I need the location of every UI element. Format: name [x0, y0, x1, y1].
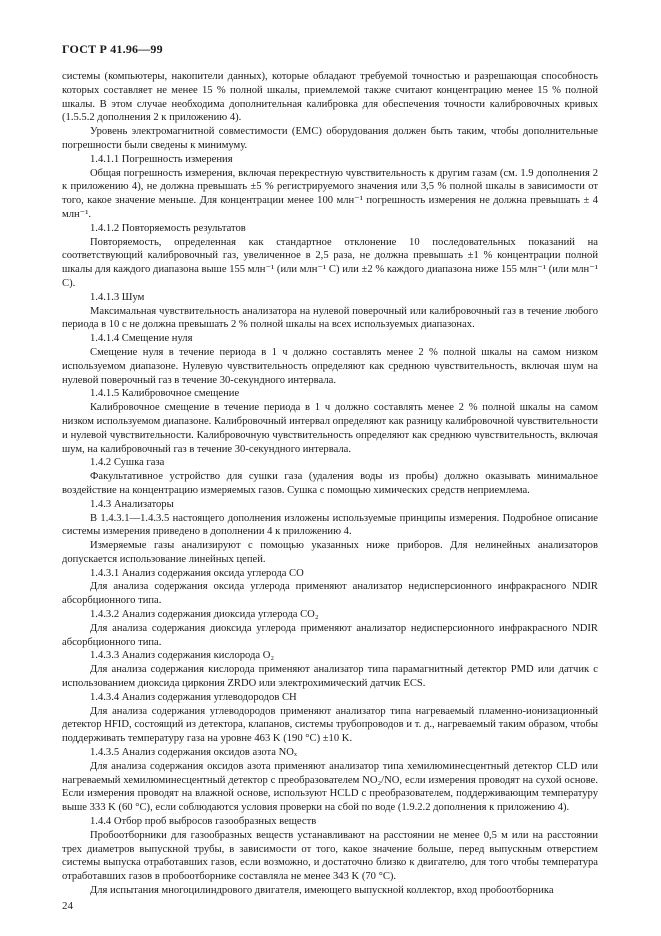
paragraph: Для анализа содержания кислорода применяют анализатор типа парамагнитный детектор PMD или датчик с использованием диоксида циркония ZRDO или электрохимический датчик ECS. [62, 664, 598, 690]
paragraph: Для анализа содержания углеводородов применяют анализатор типа нагреваемый пламенно-ионизационный детектор HFID, состоящий из детектора, клапанов, системы трубопроводов и т. д., нагреваемый таким образом, чтобы поддерживать температуру газа на уровне 463 K (190 °C) ±10 K. [62, 705, 598, 745]
paragraph: Общая погрешность измерения, включая перекрестную чувствительность к другим газам (см. 1.9 дополнения 2 к приложению 4), не должна превышать ±5 % регистрируемого значения или 3,5 % полной шкалы в зависимости от того, какое значение меньше. Для концентрации менее 100 млн⁻¹ погрешность измерения не должна превышать ± 4 млн⁻¹. [62, 167, 598, 220]
paragraph: Для анализа содержания оксида углерода применяют анализатор недисперсионного инфракрасного NDIR абсорбционного типа. [62, 581, 598, 607]
section-heading: 1.4.1.1 Погрешность измерения [90, 153, 233, 165]
section-heading: 1.4.3.2 Анализ содержания диоксида углерода CO₂ [90, 609, 319, 621]
section-heading: 1.4.3.1 Анализ содержания оксида углерода CO [90, 567, 304, 579]
paragraph: Смещение нуля в течение периода в 1 ч должно составлять менее 2 % полной шкалы на самом низком используемом диапазоне. Нулевую чувствительность определяют как среднюю чувствительность, включая шум на нулевой поверочный газ в течение 30-секундного интервала. [62, 346, 598, 386]
paragraph: Для анализа содержания оксидов азота применяют анализатор типа хемилюминесцентный детектор CLD или нагреваемый хемилюминесцентный детектор с преобразователем NO₂/NO, если измерения проводят на сухой основе. Если измерения проводят на влажной основе, используют HCLD с преобразователем, поддерживающим температуру выше 333 K (60 °C), если соблюдаются условия проверки на сбой по воде (1.9.2.2 дополнения к приложению 4). [62, 760, 598, 814]
section-heading: 1.4.1.4 Смещение нуля [90, 333, 193, 345]
paragraph: Факультативное устройство для сушки газа (удаления воды из пробы) должно оказывать минимальное воздействие на концентрацию измеряемых газов. Сушка с помощью химических средств неприемлема. [62, 471, 598, 496]
document-body [62, 70, 598, 898]
paragraph: Измеряемые газы анализируют с помощью указанных ниже приборов. Для нелинейных анализаторов допускается использование линейных цепей. [62, 540, 598, 565]
section-heading: 1.4.2 Сушка газа [90, 457, 165, 469]
section-heading: 1.4.4 Отбор проб выбросов газообразных веществ [90, 816, 317, 828]
paragraph: Пробоотборники для газообразных веществ устанавливают на расстоянии не менее 0,5 м или на расстоянии трех диаметров выпускной трубы, в зависимости от того, какое значение больше, перед выпускным отверстием системы выпуска отработавших газов, если возможно, и достаточно близко к двигателю, для того чтобы температура отработавших газов в пробоотборнике составляла не менее 343 K (70 °C). [62, 829, 598, 883]
paragraph: Для анализа содержания диоксида углерода применяют анализатор недисперсионного инфракрасного NDIR абсорбционного типа. [62, 622, 598, 648]
section-heading: 1.4.3 Анализаторы [90, 498, 174, 510]
section-heading: 1.4.1.2 Повторяемость результатов [90, 222, 246, 234]
paragraph: Уровень электромагнитной совместимости (EMC) оборудования должен быть таким, чтобы дополнительные погрешности были сведены к минимуму. [62, 126, 598, 151]
paragraph: Максимальная чувствительность анализатора на нулевой поверочный или калибровочный газ в течение любого периода в 10 с не должна превышать 2 % полной шкалы на всех используемых диапазонах. [62, 305, 598, 331]
section-heading: 1.4.1.5 Калибровочное смещение [90, 388, 240, 400]
paragraph: системы (компьютеры, накопители данных), которые обладают требуемой точностью и разрешающая способность которых составляет не менее 15 % полной шкалы, приемлемой также считают концентрацию менее 15 % полной шкалы. В этом случае необходима дополнительная калибровка для обеспечения точности калибровочных кривых (1.5.5.2 дополнения 2 к приложению 4). [62, 71, 598, 124]
paragraph: Для испытания многоцилиндрового двигателя, имеющего выпускной коллектор, вход пробоотборника [90, 885, 554, 897]
section-heading: 1.4.3.5 Анализ содержания оксидов азота NOₓ [90, 747, 298, 759]
paragraph: Калибровочное смещение в течение периода в 1 ч должно составлять менее 2 % полной шкалы на самом низком используемом диапазоне. Калибровочный интервал определяют как разницу калибровочной чувствительности и нулевой чувствительности. Калибровочную чувствительность определяют как среднюю чувствительность, включая шум, на калибровочный газ в течение 30-секундного интервала. [62, 402, 598, 455]
paragraph: В 1.4.3.1—1.4.3.5 настоящего дополнения изложены используемые принципы измерения. Подробное описание системы измерения приведено в дополнении 4 к приложению 4. [62, 512, 598, 538]
document-header: ГОСТ Р 41.96—99 [62, 42, 163, 56]
section-heading: 1.4.3.4 Анализ содержания углеводородов CH [90, 691, 297, 703]
section-heading: 1.4.1.3 Шум [90, 291, 145, 303]
page-number: 24 [62, 900, 73, 912]
section-heading: 1.4.3.3 Анализ содержания кислорода O₂ [90, 650, 275, 662]
paragraph: Повторяемость, определенная как стандартное отклонение 10 последовательных показаний на соответствующий калибровочный газ, увеличенное в 2,5 раза, не должна превышать ±1 % концентрации полной шкалы для каждого диапазона выше 155 млн⁻¹ (или млн⁻¹ С) или ±2 % каждого диапазона ниже 155 млн⁻¹ (или млн⁻¹ С). [62, 236, 598, 289]
